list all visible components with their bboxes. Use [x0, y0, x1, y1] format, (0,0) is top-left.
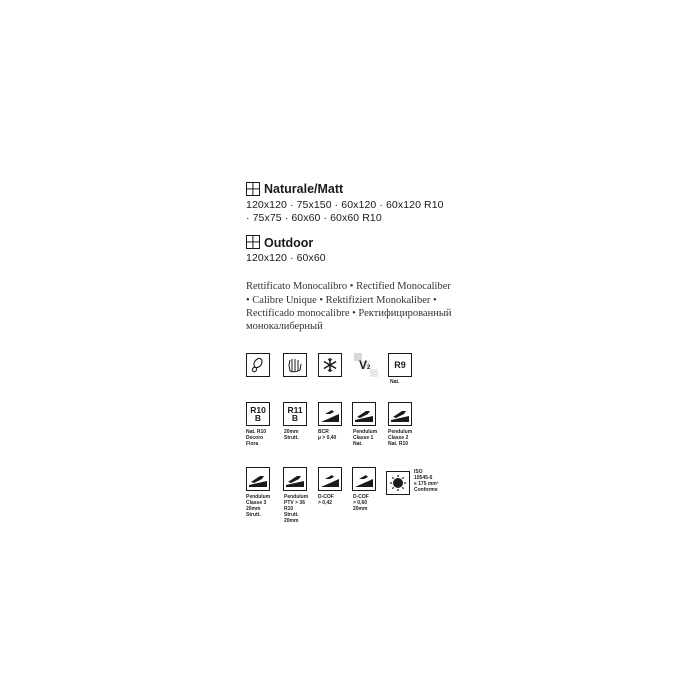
- hand-icon: [283, 353, 307, 377]
- iso-label: ISO 10545-6 ≤ 175 mm³ Conforme: [414, 469, 439, 493]
- description-line3: Rectificado monocalibre • Ректифицированный: [246, 308, 452, 319]
- snowflake-icon: [318, 353, 342, 377]
- r9-label: Nat.: [390, 379, 400, 385]
- dcof-060-label: D-COF > 0,60 20mm: [353, 494, 369, 512]
- section-title-naturale: Naturale/Matt: [264, 182, 344, 196]
- r9-badge: [388, 353, 412, 377]
- sizes-outdoor: 120x120 · 60x60: [246, 252, 326, 264]
- r10-b-text: B: [254, 413, 262, 423]
- grid-icon: [246, 182, 260, 196]
- r11b-label: 20mm Strutt.: [284, 429, 299, 441]
- pendulum-class2-label: Pendulum Classe 2 Nat. R10: [388, 429, 413, 447]
- r9-text: R9: [394, 359, 406, 370]
- bcr-slope-icon: [318, 402, 342, 426]
- r10b-label: Nat. R10 Decoro Flora: [246, 429, 267, 447]
- pendulum-ptv-label: Pendulum PTV > 36 R10 Strutt. 20mm: [284, 494, 309, 524]
- r11-text: R11: [287, 404, 303, 415]
- pendulum-class1-label: Pendulum Classe 1 Nat.: [353, 429, 378, 447]
- pendulum-icon: [388, 402, 412, 426]
- description-line2: • Calibre Unique • Rektifiziert Monokaliber •: [246, 295, 437, 306]
- sizes-naturale-line1: 120x120 · 75x150 · 60x120 · 60x120 R10: [246, 199, 444, 211]
- abrasion-wheel-icon: [386, 471, 410, 495]
- description-line4: монокалиберный: [246, 321, 323, 332]
- r11b-badge: [283, 402, 307, 426]
- v2-shade-icon: [354, 353, 378, 377]
- pendulum-icon: [246, 467, 270, 491]
- description-line1: Rettificato Monocalibro • Rectified Monocaliber: [246, 281, 451, 292]
- r10-text: R10: [250, 404, 266, 415]
- pendulum-icon: [283, 467, 307, 491]
- foot-icon: [246, 353, 270, 377]
- section-title-outdoor: Outdoor: [264, 236, 314, 250]
- v-label: V: [359, 358, 368, 372]
- pendulum-icon: [352, 402, 376, 426]
- r11-b-text: B: [291, 413, 299, 423]
- dcof-042-label: D-COF > 0,42: [318, 494, 334, 506]
- grid-icon: [246, 235, 260, 249]
- dcof-slope-icon: [352, 467, 376, 491]
- pendulum-class3-label: Pendulum Classe 3 20mm Strutt.: [246, 494, 271, 518]
- r10b-badge: [246, 402, 270, 426]
- sizes-naturale-line2: · 75x75 · 60x60 · 60x60 R10: [246, 212, 382, 224]
- v-sub: 2: [367, 365, 371, 371]
- dcof-slope-icon: [318, 467, 342, 491]
- bcr-label: BCR µ > 0,40: [318, 429, 337, 441]
